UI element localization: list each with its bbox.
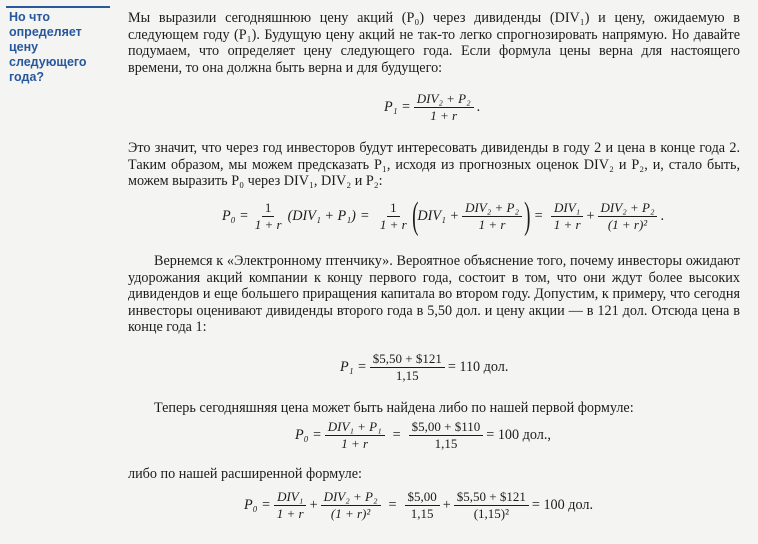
- eq4-f2-den: 1,15: [434, 436, 458, 451]
- eq3-denominator: 1,15: [395, 368, 419, 383]
- eq4-fraction-2: [409, 420, 484, 451]
- eq2-f5-num: DIV₂ + P₂: [598, 201, 658, 217]
- margin-note-title: Но что определяет цену следующего года?: [9, 10, 87, 84]
- eq2-f3-num: DIV₂ + P₂: [462, 201, 522, 217]
- eq5-fraction-2: [321, 490, 381, 521]
- eq2-equals-1: =: [360, 207, 369, 224]
- equation-2: [222, 197, 664, 235]
- eq5-f2-den: (1 + r)²: [330, 506, 371, 521]
- eq1-numerator: DIV₂ + P₂: [414, 92, 474, 108]
- paragraph-5-text: либо по нашей расширенной формуле:: [128, 466, 362, 482]
- eq2-f1-num: 1: [262, 201, 275, 217]
- eq5-f2-num: DIV₂ + P₂: [321, 490, 381, 506]
- eq3-fraction: [370, 352, 445, 383]
- eq2-f2-num: 1: [387, 201, 400, 217]
- eq2-f3-den: 1 + r: [478, 216, 506, 232]
- eq5-f4-num: $5,50 + $121: [454, 490, 529, 506]
- eq5-f4-den: (1,15)²: [473, 506, 509, 521]
- paragraph-2: [128, 140, 740, 190]
- eq2-f1-den: 1 + r: [254, 216, 282, 232]
- eq2-paren-term: (DIV₁ + P₁): [287, 207, 356, 224]
- eq4-fraction-1: [325, 420, 385, 451]
- eq2-f5-den: (1 + r)²: [607, 216, 648, 232]
- eq5-result: = 100 дол.: [531, 497, 594, 513]
- paragraph-3: [128, 253, 740, 336]
- eq5-f3-den: 1,15: [410, 506, 434, 521]
- paragraph-2-text: Это значит, что через год инвесторов будут интересовать дивиденды в году 2 и цена в конце года 2. Таким образом, мы можем предсказать P₁, исходя из прогнозных оценок DIV₂ и P₂, и, стало быть, можем выразить P₀ через DIV₁, DIV₂ и P₂:: [128, 140, 740, 190]
- equation-4: [295, 420, 551, 451]
- eq3-numerator: $5,50 + $121: [370, 352, 445, 368]
- paragraph-5: [128, 466, 740, 483]
- equation-5: [244, 490, 593, 521]
- paragraph-1: [128, 10, 740, 76]
- eq4-lhs: P₀ =: [295, 427, 322, 443]
- eq2-plus: +: [586, 207, 595, 224]
- eq4-equals: =: [392, 427, 401, 443]
- eq2-fraction-5: [598, 201, 658, 232]
- eq1-denominator: 1 + r: [430, 108, 458, 123]
- eq2-f4-num: DIV₁: [551, 201, 583, 217]
- eq2-inner: DIV₁ +: [417, 207, 460, 224]
- eq4-result: = 100 дол.,: [486, 427, 551, 443]
- eq2-fraction-3: [462, 201, 522, 232]
- left-bracket-icon: (: [411, 195, 419, 237]
- eq4-f2-num: $5,00 + $110: [409, 420, 484, 436]
- eq5-fraction-4: [454, 490, 529, 521]
- eq2-fraction-1: [252, 201, 285, 232]
- eq5-lhs: P₀ =: [244, 497, 271, 513]
- equation-3: [340, 352, 508, 383]
- eq2-f2-den: 1 + r: [379, 216, 407, 232]
- sidebar-rule: [6, 6, 110, 8]
- eq2-fraction-4: [551, 201, 584, 232]
- paragraph-3-text: Вернемся к «Электронному птенчику». Вероятное объяснение того, почему инвесторы ожидают удорожания акций компании к концу первого года, состоит в том, что они ждут более высоких дивидендов и еще большего приращения капитала во втором году. Допустим, к примеру, что сегодня инвесторы оценивают дивиденды второго года в 5,50 дол. и цену акции — в 121 дол. Отсюда цена в конце года 1:: [128, 253, 740, 336]
- margin-sidebar: [0, 0, 112, 544]
- eq5-f1-den: 1 + r: [276, 506, 304, 521]
- eq5-fraction-1: [274, 490, 307, 521]
- eq2-equals-2: =: [534, 207, 543, 224]
- right-bracket-icon: ): [524, 195, 531, 237]
- paragraph-4: [128, 400, 740, 417]
- eq5-f1-num: DIV₁: [274, 490, 306, 506]
- eq3-lhs: P₁ =: [340, 359, 367, 375]
- eq2-fraction-2: [377, 201, 410, 232]
- eq5-equals: =: [388, 497, 397, 513]
- eq4-f1-den: 1 + r: [341, 436, 369, 451]
- eq1-fraction: [414, 92, 474, 123]
- eq5-f3-num: $5,00: [405, 490, 440, 506]
- eq2-lhs: P₀ =: [222, 207, 249, 224]
- eq5-plus-1: +: [309, 497, 318, 513]
- eq5-fraction-3: [405, 490, 440, 521]
- eq2-tail: .: [660, 207, 665, 224]
- eq2-f4-den: 1 + r: [553, 216, 581, 232]
- paragraph-4-text: Теперь сегодняшняя цена может быть найдена либо по нашей первой формуле:: [154, 400, 634, 416]
- eq3-result: = 110 дол.: [447, 359, 509, 375]
- eq4-f1-num: DIV₁ + P₁: [325, 420, 385, 436]
- eq1-tail: .: [476, 99, 481, 115]
- paragraph-1-text: Мы выразили сегодняшнюю цену акций (P₀) через дивиденды (DIV₁) и цену, ожидаемую в следующем году (P₁). Будущую цену акций не так-то легко спрогнозировать напрямую. Но давайте подумаем, что определяет цену следующего года. Если формула цены верна для настоящего времени, то она должна быть верна и для будущего:: [128, 10, 740, 76]
- eq5-plus-2: +: [442, 497, 451, 513]
- eq1-lhs: P₁ =: [384, 99, 411, 115]
- equation-1: [384, 92, 480, 123]
